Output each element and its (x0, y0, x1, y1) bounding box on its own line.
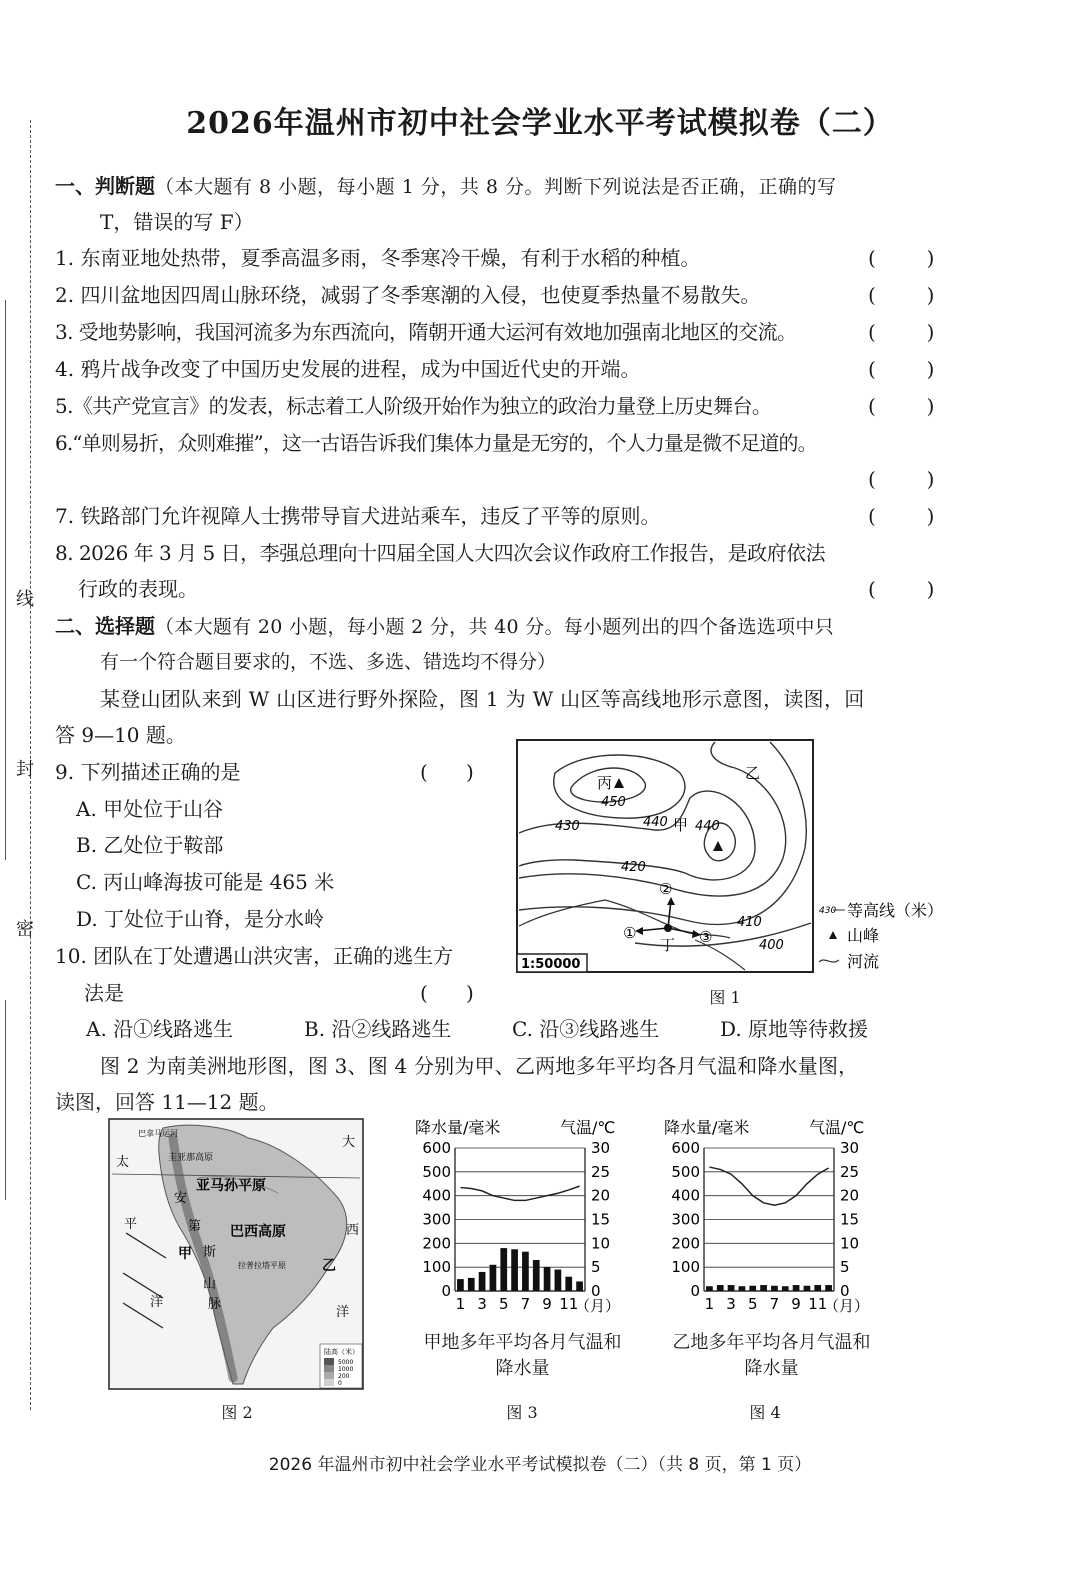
q10-option-a[interactable]: A. 沿①线路逃生 (86, 1017, 234, 1041)
y-axis-label-left: 降水量/毫米 (664, 1118, 750, 1137)
temperature-line (709, 1167, 828, 1205)
binding-solid-line (5, 300, 6, 860)
label-andes-an: 安 (174, 1191, 188, 1206)
label-route-2: ② (659, 880, 673, 898)
figure4-subtitle: 乙地多年平均各月气温和降水量 (672, 1332, 871, 1379)
x-tick: 9 (791, 1295, 801, 1313)
section1-desc-a: （本大题有 8 小题，每小题 1 分，共 8 分。判断下列说法是否正确，正确的写 (155, 176, 837, 198)
answer-blank-7[interactable]: ( ) (868, 504, 935, 528)
label-jia: 甲 (178, 1246, 192, 1262)
question-10-line2: 法是 (84, 981, 124, 1005)
y-tick-left: 300 (422, 1210, 451, 1229)
temperature-line (460, 1186, 579, 1200)
y-axis-label-right: 气温/℃ (560, 1118, 616, 1137)
answer-blank-6[interactable]: ( ) (868, 467, 935, 491)
label-atlantic-da: 大 (342, 1135, 356, 1150)
elevation-value-1: 1000 (338, 1366, 354, 1373)
label-guiana: 圭亚那高原 (168, 1153, 214, 1163)
precipitation-bar (782, 1286, 789, 1291)
precipitation-bar (760, 1285, 767, 1291)
y-axis-label-right: 气温/℃ (809, 1118, 865, 1137)
y-tick-left: 500 (671, 1162, 700, 1181)
section2-header (55, 612, 834, 641)
margin-label-mi: 密 (16, 919, 34, 940)
label-route-3: ③ (699, 928, 713, 946)
precipitation-bar (511, 1249, 518, 1291)
elevation-value-3: 0 (338, 1380, 342, 1387)
label-plata: 拉普拉塔平原 (238, 1261, 286, 1270)
answer-blank-4[interactable]: ( ) (868, 357, 935, 381)
precipitation-bar (814, 1285, 821, 1291)
y-tick-left: 100 (671, 1258, 700, 1277)
question-3: 3. 受地势影响，我国河流多为东西流向，隋朝开通大运河有效地加强南北地区的交流。 (55, 320, 797, 344)
intro-11-12-line1: 图 2 为南美洲地形图，图 3、图 4 分别为甲、乙两地多年平均各月气温和降水量图， (100, 1054, 859, 1078)
legend-river-label: 河流 (847, 952, 880, 971)
contour-label-450: 450 (601, 795, 626, 810)
y-tick-right: 5 (840, 1258, 850, 1277)
precipitation-bar (717, 1285, 724, 1291)
y-tick-right: 25 (591, 1162, 611, 1181)
contour-label-420: 420 (621, 860, 646, 875)
y-tick-right: 5 (591, 1258, 601, 1277)
x-axis-label: （月） (575, 1297, 621, 1315)
question-2: 2. 四川盆地因四周山脉环绕，减弱了冬季寒潮的入侵，也使夏季热量不易散失。 (55, 283, 761, 307)
y-tick-left: 0 (441, 1282, 451, 1300)
elevation-value-0: 5000 (338, 1359, 354, 1366)
x-tick: 7 (769, 1295, 780, 1313)
precipitation-bar (739, 1286, 746, 1291)
q10-option-c[interactable]: C. 沿③线路逃生 (512, 1017, 660, 1041)
y-tick-left: 100 (422, 1258, 451, 1277)
y-tick-right: 20 (840, 1186, 860, 1205)
question-1: 1. 东南亚地处热带，夏季高温多雨，冬季寒冷干燥，有利于水稻的种植。 (55, 246, 701, 270)
legend-river-icon (819, 960, 839, 962)
y-tick-right: 15 (840, 1210, 860, 1229)
y-tick-left: 600 (422, 1139, 451, 1157)
answer-blank-3[interactable]: ( ) (868, 320, 935, 344)
y-tick-right: 10 (840, 1234, 860, 1253)
margin-label-feng: 封 (16, 759, 34, 780)
page-footer: 2026 年温州市初中社会学业水平考试模拟卷（二）（共 8 页，第 1 页） (268, 1455, 812, 1475)
q9-option-c[interactable]: C. 丙山峰海拔可能是 465 米 (76, 870, 335, 894)
section2-heading: 二、选择题 (55, 614, 155, 638)
contour-label-430: 430 (555, 819, 580, 834)
contour-label-410: 410 (737, 915, 762, 930)
contour-label-440a: 440 (643, 815, 668, 830)
label-yi: 乙 (322, 1258, 336, 1274)
x-axis-label: （月） (824, 1297, 870, 1315)
label-atlantic-xi: 西 (346, 1223, 360, 1238)
label-pacific-tai: 太 (116, 1155, 130, 1170)
legend-contour-sample: 430 (819, 906, 837, 916)
label-andes-di: 第 (188, 1219, 202, 1234)
y-tick-left: 200 (422, 1234, 451, 1253)
answer-blank-5[interactable]: ( ) (868, 394, 935, 418)
x-tick: 5 (747, 1295, 758, 1313)
precipitation-bar (565, 1277, 572, 1291)
precipitation-bar (457, 1279, 464, 1291)
label-andes-mai: 脉 (208, 1297, 222, 1312)
contour-label-440b: 440 (695, 819, 720, 834)
y-tick-right: 10 (591, 1234, 611, 1253)
precipitation-bar (533, 1260, 540, 1291)
precipitation-bar (500, 1248, 507, 1291)
y-tick-right: 0 (840, 1282, 850, 1300)
question-8-line1: 8. 2026 年 3 月 5 日，李强总理向十四届全国人大四次会议作政府工作报告，是政府依法 (55, 541, 826, 565)
y-tick-left: 400 (671, 1186, 700, 1205)
elevation-value-2: 200 (338, 1373, 350, 1380)
label-route-1: ① (623, 924, 637, 942)
x-tick: 11 (808, 1295, 828, 1313)
precipitation-bar (804, 1286, 811, 1291)
precipitation-bar (771, 1286, 778, 1291)
label-atlantic-yang: 洋 (336, 1305, 350, 1320)
section1-heading: 一、判断题 (55, 174, 155, 198)
figure4-climate-chart (664, 1115, 879, 1315)
q9-option-d[interactable]: D. 丁处位于山脊，是分水岭 (76, 907, 325, 931)
precipitation-bar (706, 1286, 713, 1291)
legend-peak-icon (829, 931, 837, 939)
y-tick-left: 0 (690, 1282, 700, 1300)
figure1-contour-map (515, 738, 955, 978)
precipitation-bar (479, 1272, 486, 1291)
section1-header (55, 172, 837, 201)
label-pacific-yang: 洋 (150, 1295, 164, 1310)
precipitation-bar (555, 1270, 562, 1291)
x-tick: 5 (498, 1295, 509, 1313)
y-tick-right: 15 (591, 1210, 611, 1229)
x-tick: 11 (559, 1295, 579, 1313)
label-jia: 甲 (673, 816, 689, 834)
q9-option-b[interactable]: B. 乙处位于鞍部 (76, 833, 224, 857)
label-amazon-plain: 亚马孙平原 (196, 1178, 266, 1194)
intro-9-10-line2: 答 9—10 题。 (55, 723, 186, 747)
figure3-climate-chart (415, 1115, 630, 1315)
y-tick-left: 300 (671, 1210, 700, 1229)
y-tick-left: 400 (422, 1186, 451, 1205)
precipitation-bar (793, 1285, 800, 1291)
q10-option-d[interactable]: D. 原地等待救援 (720, 1017, 869, 1041)
intro-9-10-line1: 某登山团队来到 W 山区进行野外探险，图 1 为 W 山区等高线地形示意图，读图，回 (100, 687, 865, 711)
binding-solid-line-lower (5, 1000, 6, 1200)
figure3-subtitle: 甲地多年平均各月气温和降水量 (423, 1332, 622, 1379)
y-tick-right: 20 (591, 1186, 611, 1205)
q10-option-b[interactable]: B. 沿②线路逃生 (304, 1017, 452, 1041)
x-tick: 9 (542, 1295, 552, 1313)
legend-contour-label: 等高线（米） (847, 901, 944, 920)
question-6: 6.“单则易折，众则难摧”，这一古语告诉我们集体力量是无穷的，个人力量是微不足道的。 (55, 431, 817, 455)
x-tick: 1 (455, 1295, 466, 1313)
y-axis-label-left: 降水量/毫米 (415, 1118, 501, 1137)
label-brazil-plateau: 巴西高原 (230, 1224, 286, 1240)
x-tick: 3 (477, 1295, 487, 1313)
figure2-south-america-map (108, 1118, 364, 1390)
precipitation-bar (825, 1285, 832, 1291)
y-tick-right: 25 (840, 1162, 860, 1181)
precipitation-bar (728, 1285, 735, 1291)
elevation-legend-title: 陆高（米） (324, 1348, 359, 1356)
y-tick-left: 500 (422, 1162, 451, 1181)
section2-desc-b: 有一个符合题目要求的，不选、多选、错选均不得分） (100, 651, 557, 673)
precipitation-bar (468, 1278, 475, 1291)
label-bing: 丙 (597, 774, 613, 792)
precipitation-bar (544, 1267, 551, 1291)
x-tick: 3 (726, 1295, 736, 1313)
section2-desc-a: （本大题有 20 小题，每小题 2 分，共 40 分。每小题列出的四个备选选项中只 (155, 616, 834, 638)
page-title: 2026年温州市初中社会学业水平考试模拟卷（二） (186, 106, 894, 141)
figure4-caption: 图 4 (749, 1403, 781, 1422)
question-7: 7. 铁路部门允许视障人士携带导盲犬进站乘车，违反了平等的原则。 (55, 504, 661, 528)
figure1-caption: 图 1 (709, 988, 741, 1007)
precipitation-bar (576, 1281, 583, 1291)
y-tick-left: 600 (671, 1139, 700, 1157)
y-tick-right: 30 (840, 1139, 860, 1157)
precipitation-bar (490, 1265, 497, 1291)
intro-11-12-line2: 读图，回答 11—12 题。 (55, 1090, 279, 1114)
figure2-caption: 图 2 (221, 1403, 253, 1422)
scale-label: 1:50000 (521, 957, 581, 972)
margin-label-xian: 线 (16, 589, 34, 610)
answer-blank-10[interactable]: ( ) (420, 981, 474, 1005)
label-andes-shan: 山 (203, 1277, 217, 1292)
q9-option-a[interactable]: A. 甲处位于山谷 (76, 797, 224, 821)
answer-blank-1[interactable]: ( ) (868, 246, 935, 270)
precipitation-bar (522, 1252, 529, 1291)
question-9: 9. 下列描述正确的是 (55, 760, 241, 784)
label-ding: 丁 (660, 936, 676, 954)
y-tick-right: 0 (591, 1282, 601, 1300)
question-8-line2: 行政的表现。 (78, 577, 198, 601)
section1-desc-b: T，错误的写 F） (100, 210, 254, 234)
answer-blank-9[interactable]: ( ) (420, 760, 474, 784)
x-tick: 7 (520, 1295, 531, 1313)
label-andes-si: 斯 (203, 1245, 217, 1260)
figure3-caption: 图 3 (506, 1403, 538, 1422)
label-panama: 巴拿马运河 (138, 1129, 178, 1138)
label-yi: 乙 (745, 764, 761, 782)
question-4: 4. 鸦片战争改变了中国历史发展的进程，成为中国近代史的开端。 (55, 357, 641, 381)
contour-label-400: 400 (759, 938, 784, 953)
y-tick-right: 30 (591, 1139, 611, 1157)
precipitation-bar (749, 1286, 756, 1291)
question-10-line1: 10. 团队在丁处遭遇山洪灾害，正确的逃生方 (55, 944, 454, 968)
question-5: 5.《共产党宣言》的发表，标志着工人阶级开始作为独立的政治力量登上历史舞台。 (55, 394, 772, 418)
legend-peak-label: 山峰 (847, 926, 880, 945)
answer-blank-8[interactable]: ( ) (868, 577, 935, 601)
answer-blank-2[interactable]: ( ) (868, 283, 935, 307)
label-pacific-ping: 平 (124, 1217, 138, 1232)
x-tick: 1 (704, 1295, 715, 1313)
y-tick-left: 200 (671, 1234, 700, 1253)
